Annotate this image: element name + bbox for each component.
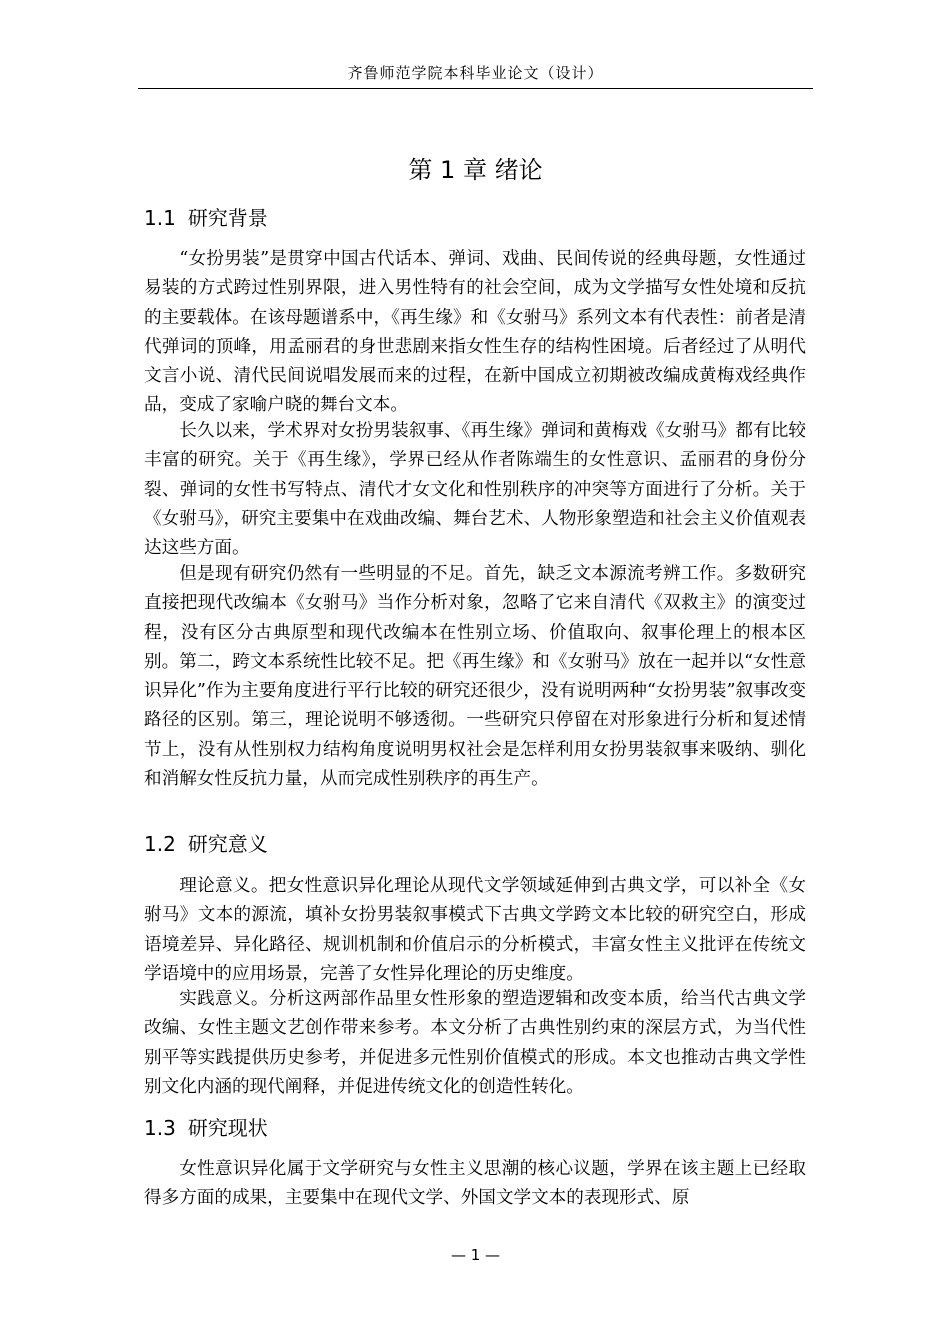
- section-number: 1.1: [144, 206, 176, 230]
- section-title: 研究背景: [187, 206, 268, 230]
- section-number: 1.2: [144, 832, 176, 856]
- section-heading-1-3: [144, 1113, 268, 1143]
- header-rule: [138, 88, 813, 89]
- paragraph: 女性意识异化属于文学研究与女性主义思潮的核心议题，学界在该主题上已经取得多方面的成果，主要集中在现代文学、外国文学文本的表现形式、原: [144, 1159, 806, 1209]
- section-heading-1-1: [144, 203, 268, 233]
- paragraph: 理论意义。把女性意识异化理论从现代文学领域延伸到古典文学，可以补全《女驸马》文本的源流，填补女扮男装叙事模式下古典文学跨文本比较的研究空白，形成语境差异、异化路径、规训机制和价值启示的分析模式，丰富女性主义批评在传统文学语境中的应用场景，完善了女性异化理论的历史维度。: [144, 876, 806, 984]
- section-title: 研究意义: [187, 832, 268, 856]
- chapter-title: 第 1 章 绪论: [408, 156, 543, 184]
- section-number: 1.3: [144, 1116, 176, 1140]
- page-number: — 1 —: [450, 1246, 501, 1264]
- running-header: 齐鲁师范学院本科毕业论文（设计）: [347, 64, 604, 82]
- paragraph: 但是现有研究仍然有一些明显的不足。首先，缺乏文本源流考辨工作。多数研究直接把现代改编本《女驸马》当作分析对象，忽略了它来自清代《双救主》的演变过程，没有区分古典原型和现代改编本在性别立场、价值取向、叙事伦理上的根本区别。第二，跨文本系统性比较不足。把《再生缘》和《女驸马》放在一起并以“女性意识异化”作为主要角度进行平行比较的研究还很少，没有说明两种“女扮男装”叙事改变路径的区别。第三，理论说明不够透彻。一些研究只停留在对形象进行分析和复述情节上，没有从性别权力结构角度说明男权社会是怎样利用女扮男装叙事来吸纳、驯化和消解女性反抗力量，从而完成性别秩序的再生产。: [144, 564, 806, 790]
- paragraph: 长久以来，学术界对女扮男装叙事、《再生缘》弹词和黄梅戏《女驸马》都有比较丰富的研究。关于《再生缘》，学界已经从作者陈端生的女性意识、孟丽君的身份分裂、弹词的女性书写特点、清代才女文化和性别秩序的冲突等方面进行了分析。关于《女驸马》，研究主要集中在戏曲改编、舞台艺术、人物形象塑造和社会主义价值观表达这些方面。: [144, 421, 806, 559]
- paragraph: “女扮男装”是贯穿中国古代话本、弹词、戏曲、民间传说的经典母题，女性通过易装的方式跨过性别界限，进入男性特有的社会空间，成为文学描写女性处境和反抗的主要载体。在该母题谱系中，《再生缘》和《女驸马》系列文本有代表性：前者是清代弹词的顶峰，用孟丽君的身世悲剧来指女性生存的结构性困境。后者经过了从明代文言小说、清代民间说唱发展而来的过程，在新中国成立初期被改编成黄梅戏经典作品，变成了家喻户晓的舞台文本。: [144, 249, 806, 416]
- section-heading-1-2: [144, 829, 268, 859]
- section-title: 研究现状: [187, 1116, 268, 1140]
- paragraph: 实践意义。分析这两部作品里女性形象的塑造逻辑和改变本质，给当代古典文学改编、女性主题文艺创作带来参考。本文分析了古典性别约束的深层方式，为当代性别平等实践提供历史参考，并促进多元性别价值模式的形成。本文也推动古典文学性别文化内涵的现代阐释，并促进传统文化的创造性转化。: [144, 989, 806, 1097]
